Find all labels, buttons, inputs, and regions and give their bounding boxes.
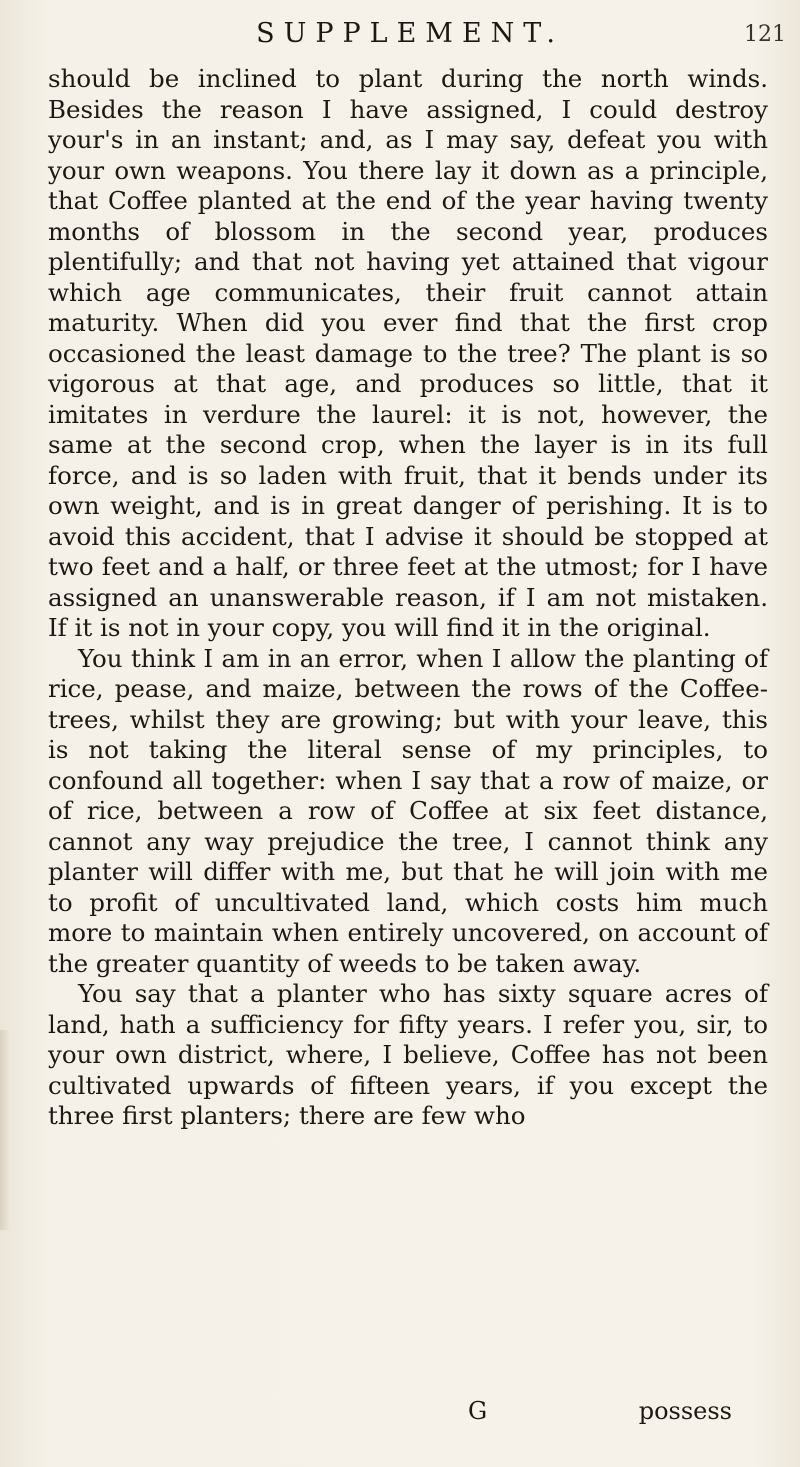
paragraph: should be inclined to plant during the north winds. Besides the reason I have assigned, I could destroy your's in an instant; and, as I may say, defeat you with your own weapons. You there lay it down as a principle, that Coffee planted at the end of the year having twenty months of blossom in the second year, produces plentifully; and that not having yet attained that vigour which age communicates, their fruit cannot attain maturity. When did you ever find that the first crop occasioned the least damage to the tree? The plant is so vigorous at that age, and produces so little, that it imitates in verdure the laurel: it is not, however, the same at the second crop, when the layer is in its full force, and is so laden with fruit, that it bends under its own weight, and is in great danger of perishing. It is to avoid this accident, that I advise it should be stopped at two feet and a half, or three feet at the utmost; for I have assigned an unanswerable reason, if I am not mistaken. If it is not in your copy, you will find it in the original.	[48, 64, 768, 642]
body-text	[48, 64, 768, 1132]
catchword: possess	[638, 1397, 732, 1425]
paragraph: You say that a planter who has sixty square acres of land, hath a sufficiency for fifty years. I refer you, sir, to your own district, where, I believe, Coffee has not been cultivated upwards of fifteen years, if you except the three first planters; there are few who	[48, 979, 768, 1130]
paragraph: You think I am in an error, when I allow the planting of rice, pease, and maize, between the rows of the Coffee-trees, whilst they are growing; but with your leave, this is not taking the literal sense of my principles, to confound all together: when I say that a row of maize, or of rice, between a row of Coffee at six feet distance, cannot any way prejudice the tree, I cannot think any planter will differ with me, but that he will join with me to profit of uncultivated land, which costs him much more to maintain when entirely uncovered, on account of the greater quantity of weeds to be taken away.	[48, 643, 768, 978]
signature-mark: G	[468, 1397, 488, 1425]
running-head: SUPPLEMENT.	[256, 18, 564, 49]
page-number: 121	[744, 22, 786, 47]
catchline	[48, 1397, 768, 1431]
page-edge-shadow	[0, 1030, 10, 1230]
